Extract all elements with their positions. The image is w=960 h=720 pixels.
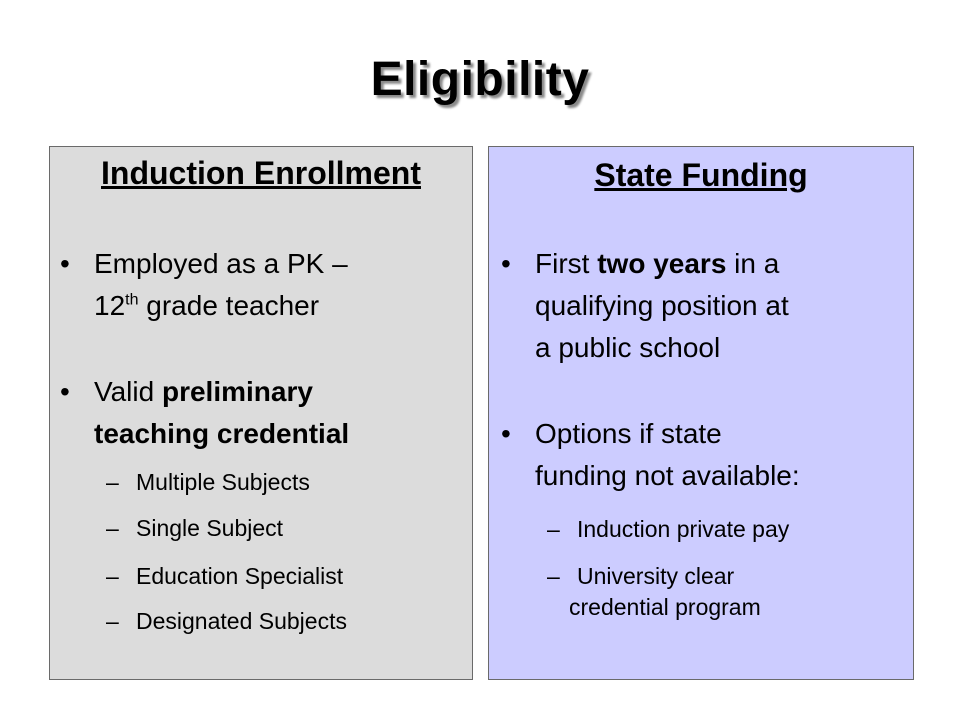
induction-enrollment-panel: [49, 146, 473, 680]
credential-bullet: [60, 371, 464, 455]
two-years-line-2: qualifying position at: [535, 290, 789, 321]
two-years-line-1: First two years in a: [535, 248, 780, 279]
dash-marker: –: [106, 608, 119, 634]
sub-item-induction-private-pay: – Induction private pay: [577, 514, 897, 545]
options-bullet: [501, 413, 905, 497]
dash-marker: –: [106, 563, 119, 589]
dash-marker: –: [547, 563, 560, 589]
bullet-dot: •: [60, 248, 70, 279]
two-years-line-3: a public school: [535, 332, 721, 363]
employment-line-2: 12th grade teacher: [94, 290, 320, 321]
induction-enrollment-heading: Induction Enrollment: [101, 155, 421, 191]
state-funding-heading: State Funding: [594, 157, 808, 193]
dash-marker: –: [106, 515, 119, 541]
options-line-1: Options if state: [535, 418, 722, 449]
two-years-bullet: [501, 243, 905, 369]
employment-bullet: [60, 243, 464, 327]
sub-item-education-specialist: – Education Specialist: [136, 561, 456, 592]
bullet-dot: •: [501, 418, 511, 449]
employment-line-1: Employed as a PK –: [94, 248, 348, 279]
options-line-2: funding not available:: [535, 460, 800, 491]
bullet-dot: •: [501, 248, 511, 279]
bullet-dot: •: [60, 376, 70, 407]
dash-marker: –: [106, 469, 119, 495]
slide-title: Eligibility: [370, 53, 590, 106]
sub-item-single-subject: – Single Subject: [136, 513, 456, 544]
sub-item-designated-subjects: – Designated Subjects: [136, 606, 456, 637]
credential-line-1: Valid preliminary: [94, 376, 313, 407]
credential-line-2: teaching credential: [94, 418, 350, 449]
dash-marker: –: [547, 516, 560, 542]
sub-item-multiple-subjects: – Multiple Subjects: [136, 467, 456, 498]
state-funding-panel: [488, 146, 914, 680]
sub-item-university-clear-credential: – University clear credential program: [547, 563, 761, 620]
